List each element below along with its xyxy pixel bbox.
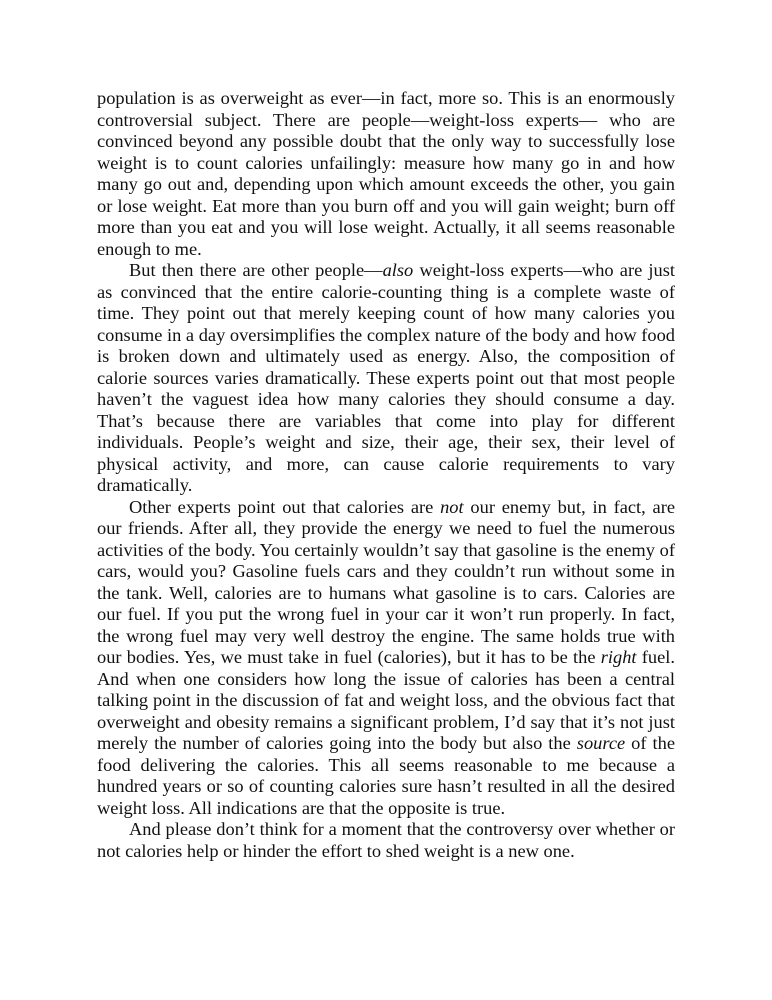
paragraph-2-text-a: But then there are other people—: [129, 260, 383, 280]
paragraph-4-text: And please don’t think for a moment that the controversy over whether or not calories help or hinder the effort to shed weight is a new one.: [97, 819, 675, 861]
paragraph-3-text-c: fuel. And when one considers how long the issue of calories has been a central talking point in the discussion of fat and weight loss, and the obvious fact that overweight and obesity remains a significant problem, I’d say that it’s not just merely the number of calories going into the body but also the: [97, 647, 675, 753]
paragraph-2-text-b: weight-loss experts—who are just as convinced that the entire calorie-counting thing is a complete waste of time. They point out that merely keeping count of how many calories you consume in a day oversimplifies the complex nature of the body and how food is broken down and ultimately used as energy. Also, the composition of calorie sources varies dramatically. These experts point out that most people haven’t the vaguest idea how many calories they should consume a day. That’s because there are variables that come into play for different individuals. People’s weight and size, their age, their sex, their level of physical activity, and more, can cause calorie requirements to vary dramatically.: [97, 260, 675, 495]
paragraph-2-emphasis-also: also: [382, 260, 414, 280]
paragraph-3-text-a: Other experts point out that calories are: [129, 496, 441, 517]
paragraph-3-text-b: our enemy but, in fact, are our friends. After all, they provide the energy we need to fuel the numerous activities of the body. You certainly wouldn’t say that gasoline is the enemy of cars, would you? Gasoline fuels cars and they couldn’t run without some in the tank. Well, calories are to humans what gasoline is to cars. Calories are our fuel. If you put the wrong fuel in your car it won’t run properly. In fact, the wrong fuel may very well destroy the engine. The same holds true with our bodies. Yes, we must take in fuel (calories), but it has to be the: [97, 496, 675, 667]
body-text: [97, 88, 675, 862]
paragraph-4: [97, 819, 675, 862]
paragraph-3-emphasis-not: not: [440, 496, 464, 517]
paragraph-1: [97, 88, 675, 260]
paragraph-3: [97, 497, 675, 820]
paragraph-2: [97, 260, 675, 497]
paragraph-3-emphasis-right: right: [600, 647, 637, 667]
paragraph-3-text-d: of the food delivering the calories. This all seems reasonable to me because a hundred years or so of counting calories sure hasn’t resulted in all the desired weight loss. All indications are that the opposite is true.: [97, 733, 675, 818]
paragraph-1-text: population is as overweight as ever—in fact, more so. This is an enormously controversial subject. There are people—weight-loss experts— who are convinced beyond any possible doubt that the only way to successfully lose weight is to count calories unfailingly: measure how many go in and how many go out and, depending upon which amount exceeds the other, you gain or lose weight. Eat more than you burn off and you will gain weight; burn off more than you eat and you will lose weight. Actually, it all seems reasonable enough to me.: [97, 88, 675, 259]
paragraph-3-emphasis-source: source: [576, 733, 626, 753]
